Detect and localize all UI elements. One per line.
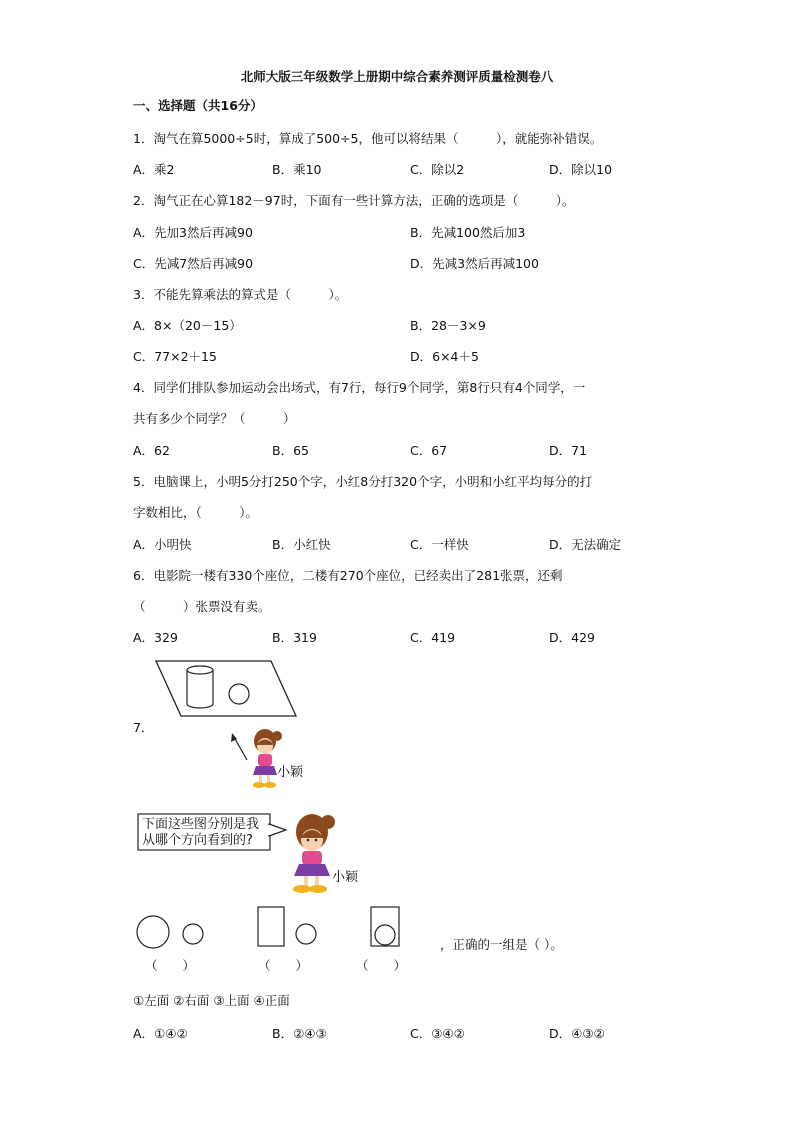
view-arrow [234, 737, 247, 760]
question-6-stem: 6．电影院一楼有330个座位，二楼有270个座位，已经卖出了281张票，还剩 [133, 568, 563, 583]
q3-option-a[interactable]: A．8×（20－15） [133, 318, 242, 333]
q4-option-a[interactable]: A．62 [133, 443, 170, 458]
speech-line-2: 从哪个方向看到的? [142, 833, 253, 848]
q6-option-a[interactable]: A．329 [133, 630, 178, 645]
view-1-blank[interactable]: （ ） [145, 958, 196, 973]
q4-option-d[interactable]: D．71 [549, 443, 588, 458]
q5-option-c[interactable]: C．一样快 [410, 537, 469, 552]
question-1-stem: 1．淘气在算5000÷5时，算成了500÷5，他可以将结果（ ），就能弥补错误。 [133, 131, 603, 146]
cylinder-object [187, 666, 213, 708]
girl-figure-large [293, 814, 335, 893]
q6-option-b[interactable]: B．319 [272, 630, 317, 645]
q6-option-d[interactable]: D．429 [549, 630, 595, 645]
table-surface [156, 661, 296, 716]
view-3-rectangle [371, 907, 399, 946]
q5-option-a[interactable]: A．小明快 [133, 537, 192, 552]
question-5-stem-cont: 字数相比，（ ）。 [133, 505, 259, 520]
question-6-stem-cont: （ ）张票没有卖。 [133, 599, 271, 614]
q7-option-c[interactable]: C．③④② [410, 1026, 465, 1041]
view-2-circle [296, 924, 316, 944]
q1-option-a[interactable]: A．乘2 [133, 162, 175, 177]
q2-option-d[interactable]: D．先减3然后再减100 [410, 256, 539, 271]
q2-option-a[interactable]: A．先加3然后再减90 [133, 225, 253, 240]
section-heading: 一、选择题（共16分） [133, 98, 263, 113]
q2-option-c[interactable]: C．先减7然后再减90 [133, 256, 254, 271]
q1-option-b[interactable]: B．乘10 [272, 162, 322, 177]
q3-option-c[interactable]: C．77×2＋15 [133, 349, 217, 364]
q3-option-d[interactable]: D．6×4＋5 [410, 349, 479, 364]
q7-option-b[interactable]: B．②④③ [272, 1026, 327, 1041]
q3-option-b[interactable]: B．28－3×9 [410, 318, 486, 333]
question-2-stem: 2．淘气正在心算182－97时，下面有一些计算方法，正确的选项是（ ）。 [133, 193, 575, 208]
ball-object [229, 684, 249, 704]
question-7-stem: ，正确的一组是（ ）。 [440, 937, 563, 952]
q5-option-d[interactable]: D．无法确定 [549, 537, 622, 552]
view-1-small-circle [183, 924, 203, 944]
girl-label-small: 小颖 [277, 765, 304, 780]
q5-option-b[interactable]: B．小红快 [272, 537, 331, 552]
question-4-stem-cont: 共有多少个同学？（ ） [133, 411, 296, 426]
page-title: 北师大版三年级数学上册期中综合素养测评质量检测卷八 [240, 69, 554, 84]
view-2-blank[interactable]: （ ） [258, 958, 309, 973]
question-3-stem: 3．不能先算乘法的算式是（ ）。 [133, 287, 348, 302]
q6-option-c[interactable]: C．419 [410, 630, 456, 645]
girl-label-large: 小颖 [332, 870, 359, 885]
q4-option-b[interactable]: B．65 [272, 443, 309, 458]
view-3-blank[interactable]: （ ） [356, 958, 407, 973]
q2-option-b[interactable]: B．先减100然后加3 [410, 225, 526, 240]
q7-option-d[interactable]: D．④③② [549, 1026, 605, 1041]
view-legend: ①左面 ②右面 ③上面 ④正面 [133, 993, 290, 1008]
q1-option-c[interactable]: C．除以2 [410, 162, 465, 177]
view-1-large-circle [137, 916, 169, 948]
question-5-stem: 5．电脑课上，小明5分打250个字，小红8分打320个字，小明和小红平均每分的打 [133, 474, 593, 489]
view-3-circle [375, 925, 395, 945]
question-4-stem: 4．同学们排队参加运动会出场式，有7行，每行9个同学，第8行只有4个同学，一 [133, 380, 586, 395]
q4-option-c[interactable]: C．67 [410, 443, 448, 458]
q7-option-a[interactable]: A．①④② [133, 1026, 188, 1041]
speech-line-1: 下面这些图分别是我 [142, 817, 260, 832]
view-2-rectangle [258, 907, 284, 946]
q1-option-d[interactable]: D．除以10 [549, 162, 613, 177]
question-7-number: 7． [133, 720, 154, 735]
